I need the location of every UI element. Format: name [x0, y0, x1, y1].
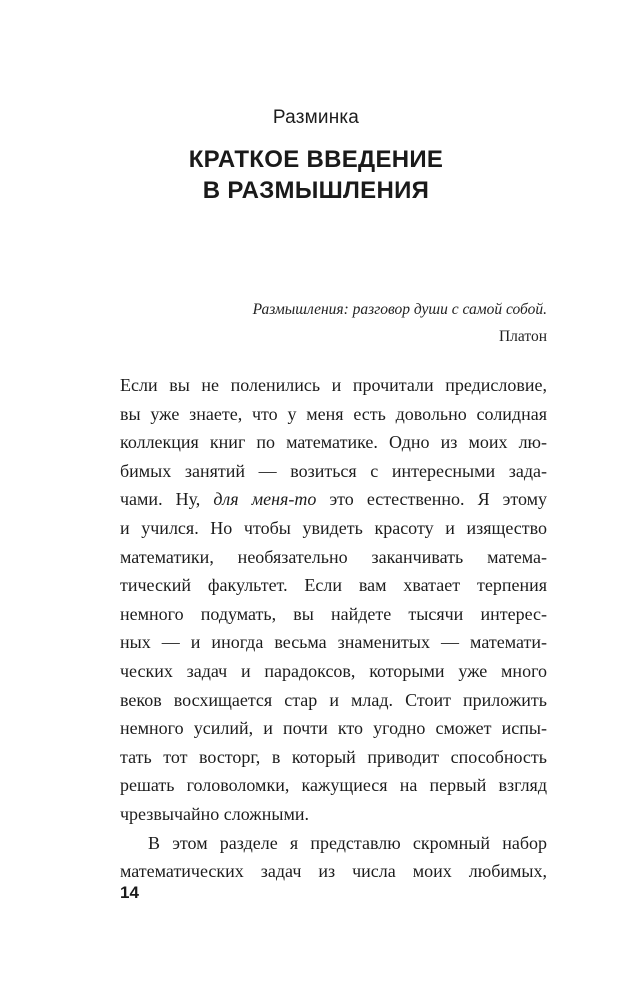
text-segment: это естественно. Я этому	[316, 489, 547, 510]
text-line: математических задач из числа моих любимых,	[120, 861, 547, 882]
text-line: ных — и иногда весьма знаменитых — математи-	[120, 632, 547, 653]
section-label: Разминка	[272, 107, 360, 128]
epigraph-author: Платон	[498, 328, 547, 345]
epigraph-quote: Размышления: разговор души с самой собой.	[252, 301, 547, 318]
text-line: чрезвычайно сложными.	[120, 803, 309, 824]
page-number: 14	[120, 883, 139, 902]
text-line: Если вы не поленились и прочитали предисловие,	[120, 375, 547, 395]
text-line: коллекция книг по математике. Одно из моих лю-	[120, 432, 547, 453]
paragraph-1	[120, 371, 547, 829]
text-line: математики, необязательно заканчивать матема-	[120, 546, 547, 567]
text-line: бимых занятий — возиться с интересными зада-	[120, 460, 547, 481]
text-line: вы уже знаете, что у меня есть довольно солидная	[120, 403, 547, 424]
epigraph	[127, 296, 547, 350]
chapter-title	[0, 144, 632, 206]
text-line: ческих задач и парадоксов, которыми уже много	[120, 660, 547, 681]
emphasized-text: для меня-то	[213, 489, 317, 510]
text-line: и учился. Но чтобы увидеть красоту и изящество	[120, 517, 547, 538]
chapter-title-line-2: В РАЗМЫШЛЕНИЯ	[202, 177, 430, 204]
paragraph-2	[120, 829, 547, 886]
chapter-title-line-1: КРАТКОЕ ВВЕДЕНИЕ	[188, 146, 444, 173]
text-line	[120, 485, 547, 514]
text-segment: чами. Ну,	[120, 489, 214, 510]
text-line: немного подумать, вы найдете тысячи интерес-	[120, 603, 547, 624]
body-text	[120, 371, 547, 886]
text-line: В этом разделе я представлю скромный набор	[148, 832, 547, 853]
text-line: тический факультет. Если вам хватает терпения	[120, 575, 547, 596]
text-line: веков восхищается стар и млад. Стоит приложить	[120, 689, 547, 710]
text-line: решать головоломки, кажущиеся на первый взгляд	[120, 775, 547, 796]
text-line: немного усилий, и почти кто угодно сможет испы-	[120, 718, 547, 739]
text-line: тать тот восторг, в который приводит способность	[120, 746, 547, 767]
